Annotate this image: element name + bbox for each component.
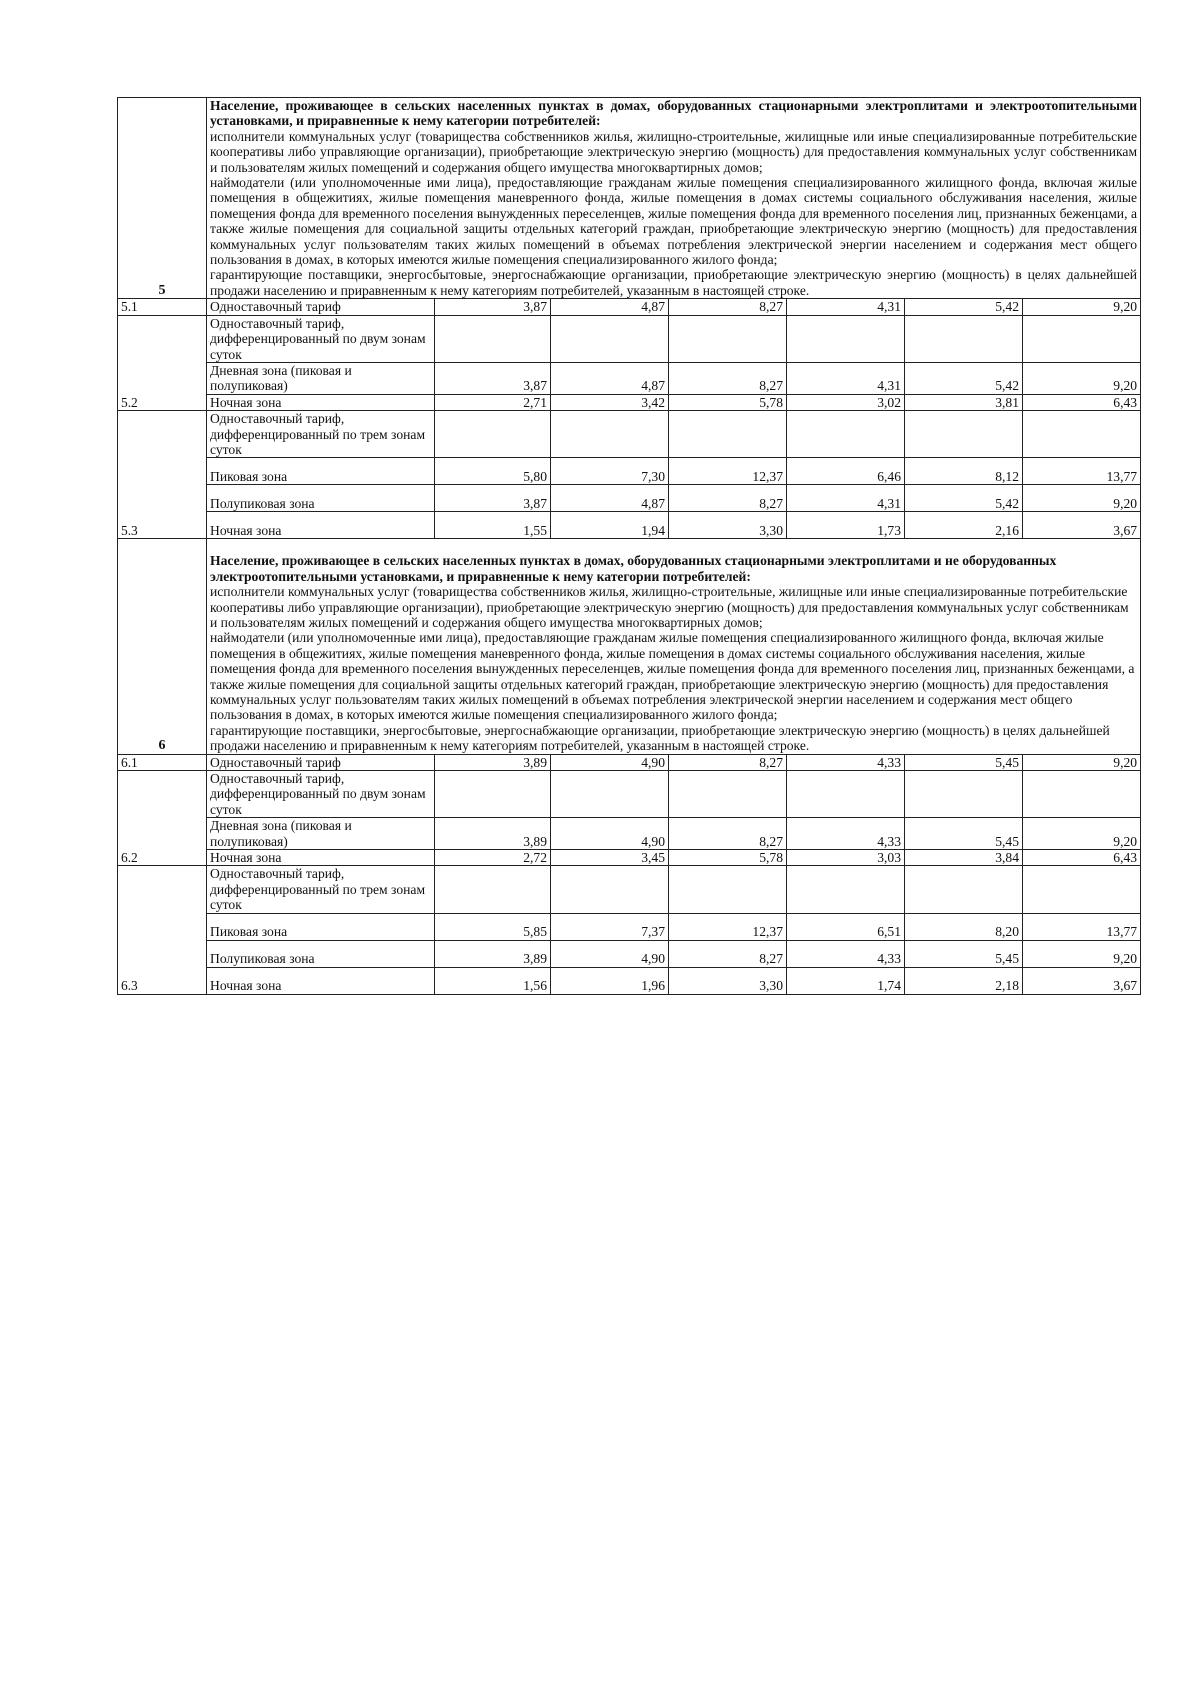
value-cell: 9,20	[1023, 362, 1141, 394]
value-cell: 3,03	[787, 850, 905, 866]
value-cell: 2,16	[905, 512, 1023, 539]
value-cell: 2,71	[435, 394, 551, 410]
value-cell: 3,30	[669, 967, 787, 994]
table-row	[118, 754, 1141, 770]
row-label: Ночная зона	[207, 512, 435, 539]
value-cell: 8,12	[905, 458, 1023, 485]
row-label: Ночная зона	[207, 967, 435, 994]
table-row	[118, 818, 1141, 850]
section-number: 6	[118, 539, 207, 754]
row-label: Полупиковая зона	[207, 940, 435, 967]
value-cell: 5,42	[905, 362, 1023, 394]
value-cell: 3,89	[435, 818, 551, 850]
value-cell: 1,73	[787, 512, 905, 539]
row-label: Одноставочный тариф, дифференцированный по трем зонам суток	[207, 866, 435, 913]
row-label: Полупиковая зона	[207, 485, 435, 512]
value-cell: 6,43	[1023, 850, 1141, 866]
value-cell: 5,42	[905, 299, 1023, 315]
value-cell: 1,55	[435, 512, 551, 539]
value-cell: 1,74	[787, 967, 905, 994]
value-cell: 3,89	[435, 940, 551, 967]
section-paragraph: исполнители коммунальных услуг (товарищества собственников жилья, жилищно-строительные, жилищные или иные специализированные потребительские кооперативы либо управляющие организации), приобретающие электрическую энергию (мощность) для предоставления коммунальных услуг собственникам и пользователям жилых помещений и содержания общего имущества многоквартирных домов;	[210, 128, 1138, 175]
value-cell: 4,33	[787, 940, 905, 967]
row-label: Дневная зона (пиковая и полупиковая)	[207, 818, 435, 850]
section-row	[118, 98, 1141, 299]
value-cell: 2,18	[905, 967, 1023, 994]
table-row	[118, 411, 1141, 458]
value-cell: 3,84	[905, 850, 1023, 866]
value-cell: 5,80	[435, 458, 551, 485]
row-label: Дневная зона (пиковая и полупиковая)	[207, 362, 435, 394]
row-label: Ночная зона	[207, 850, 435, 866]
table-row	[118, 362, 1141, 394]
section-paragraph: гарантирующие поставщики, энергосбытовые, энергоснабжающие организации, приобретающие электрическую энергию (мощность) в целях дальнейшей продажи населению и приравненным к нему категориям потребителей, указанным в настоящей строке.	[210, 722, 1110, 754]
value-cell: 5,78	[669, 850, 787, 866]
table-row	[118, 866, 1141, 913]
value-cell: 3,30	[669, 512, 787, 539]
table-row	[118, 967, 1141, 994]
value-cell: 8,27	[669, 362, 787, 394]
row-label: Одноставочный тариф	[207, 754, 435, 770]
value-cell: 6,51	[787, 913, 905, 940]
value-cell: 6,43	[1023, 394, 1141, 410]
value-cell: 4,87	[551, 485, 669, 512]
value-cell: 3,67	[1023, 967, 1141, 994]
section-header: Население, проживающее в сельских населенных пунктах в домах, оборудованных стационарными электроплитами и электроотопительными установками, и приравненные к нему категории потребителей:	[210, 98, 1138, 129]
table-row	[118, 850, 1141, 866]
section-paragraph: исполнители коммунальных услуг (товарищества собственников жилья, жилищно-строительные, жилищные или иные специализированные потребительские кооперативы либо управляющие организации), приобретающие электрическую энергию (мощность) для предоставления коммунальных услуг собственникам и пользователям жилых помещений и содержания общего имущества многоквартирных домов;	[210, 584, 1129, 630]
value-cell: 1,94	[551, 512, 669, 539]
value-cell: 1,96	[551, 967, 669, 994]
value-cell: 4,31	[787, 362, 905, 394]
table-row	[118, 913, 1141, 940]
value-cell: 5,85	[435, 913, 551, 940]
value-cell: 8,27	[669, 940, 787, 967]
section-paragraph: гарантирующие поставщики, энергосбытовые, энергоснабжающие организации, приобретающие электрическую энергию (мощность) в целях дальнейшей продажи населению и приравненным к нему категориям потребителей, указанным в настоящей строке.	[210, 267, 1138, 298]
value-cell: 4,90	[551, 754, 669, 770]
table-row	[118, 458, 1141, 485]
value-cell: 3,45	[551, 850, 669, 866]
row-label: Одноставочный тариф, дифференцированный по двум зонам суток	[207, 315, 435, 362]
value-cell: 8,27	[669, 299, 787, 315]
value-cell: 3,87	[435, 299, 551, 315]
value-cell: 8,20	[905, 913, 1023, 940]
value-cell: 9,20	[1023, 754, 1141, 770]
tariff-table	[117, 97, 1141, 995]
row-label: Одноставочный тариф, дифференцированный по двум зонам суток	[207, 771, 435, 818]
value-cell: 3,02	[787, 394, 905, 410]
value-cell: 3,87	[435, 485, 551, 512]
table-row	[118, 315, 1141, 362]
table-row	[118, 771, 1141, 818]
value-cell: 3,81	[905, 394, 1023, 410]
row-label: Одноставочный тариф, дифференцированный по трем зонам суток	[207, 411, 435, 458]
value-cell: 4,31	[787, 485, 905, 512]
value-cell: 4,33	[787, 818, 905, 850]
section-paragraph: наймодатели (или уполномоченные ими лица), предоставляющие гражданам жилые помещения специализированного жилищного фонда, включая жилые помещения в общежитиях, жилые помещения маневренного фонда, жилые помещения в домах системы социального обслуживания населения, жилые помещения фонда для временного поселения вынужденных переселенцев, жилые помещения фонда для временного поселения лиц, признанных беженцами, а также жилые помещения для социальной защиты отдельных категорий граждан, приобретающие электрическую энергию (мощность) для предоставления коммунальных услуг пользователям таких жилых помещений в объемах потребления электрической энергии населением и содержания мест общего пользования в домах, в которых имеются жилые помещения специализированного жилого фонда;	[210, 630, 1135, 723]
row-number: 5.1	[118, 299, 207, 315]
section-number: 5	[118, 98, 207, 299]
value-cell: 7,37	[551, 913, 669, 940]
row-number: 5.2	[118, 315, 207, 410]
value-cell: 4,31	[787, 299, 905, 315]
value-cell: 3,89	[435, 754, 551, 770]
value-cell: 9,20	[1023, 818, 1141, 850]
value-cell: 5,42	[905, 485, 1023, 512]
value-cell: 8,27	[669, 754, 787, 770]
value-cell: 13,77	[1023, 913, 1141, 940]
table-row	[118, 299, 1141, 315]
value-cell: 5,45	[905, 754, 1023, 770]
value-cell: 4,87	[551, 362, 669, 394]
row-number: 6.3	[118, 866, 207, 994]
value-cell: 13,77	[1023, 458, 1141, 485]
row-number: 5.3	[118, 411, 207, 539]
value-cell: 2,72	[435, 850, 551, 866]
section-description	[207, 98, 1141, 299]
value-cell: 5,45	[905, 940, 1023, 967]
value-cell: 5,45	[905, 818, 1023, 850]
row-number: 6.2	[118, 771, 207, 866]
table-row	[118, 512, 1141, 539]
value-cell: 7,30	[551, 458, 669, 485]
table-row	[118, 485, 1141, 512]
section-row	[118, 539, 1141, 754]
value-cell: 9,20	[1023, 299, 1141, 315]
value-cell: 5,78	[669, 394, 787, 410]
value-cell: 9,20	[1023, 485, 1141, 512]
value-cell: 12,37	[669, 458, 787, 485]
value-cell: 3,42	[551, 394, 669, 410]
value-cell: 8,27	[669, 485, 787, 512]
value-cell: 4,90	[551, 940, 669, 967]
row-label: Одноставочный тариф	[207, 299, 435, 315]
table-row	[118, 394, 1141, 410]
value-cell: 3,67	[1023, 512, 1141, 539]
value-cell: 1,56	[435, 967, 551, 994]
section-paragraph: наймодатели (или уполномоченные ими лица), предоставляющие гражданам жилые помещения специализированного жилищного фонда, включая жилые помещения в общежитиях, жилые помещения маневренного фонда, жилые помещения в домах системы социального обслуживания населения, жилые помещения фонда для временного поселения вынужденных переселенцев, жилые помещения фонда для временного поселения лиц, признанных беженцами, а также жилые помещения для социальной защиты отдельных категорий граждан, приобретающие электрическую энергию (мощность) для предоставления коммунальных услуг пользователям таких жилых помещений в объемах потребления электрической энергии населением и содержания мест общего пользования в домах, в которых имеются жилые помещения специализированного жилого фонда;	[210, 175, 1138, 268]
value-cell: 3,87	[435, 362, 551, 394]
row-number: 6.1	[118, 754, 207, 770]
row-label: Пиковая зона	[207, 458, 435, 485]
row-label: Пиковая зона	[207, 913, 435, 940]
section-header: Население, проживающее в сельских населенных пунктах в домах, оборудованных стационарными электроплитами и не оборудованных электроотопительными установками, и приравненные к нему категории потребителей:	[210, 553, 1057, 584]
section-description	[207, 539, 1141, 754]
row-label: Ночная зона	[207, 394, 435, 410]
value-cell: 8,27	[669, 818, 787, 850]
value-cell: 4,33	[787, 754, 905, 770]
value-cell: 4,90	[551, 818, 669, 850]
value-cell: 12,37	[669, 913, 787, 940]
value-cell: 9,20	[1023, 940, 1141, 967]
value-cell: 4,87	[551, 299, 669, 315]
table-row	[118, 940, 1141, 967]
value-cell: 6,46	[787, 458, 905, 485]
